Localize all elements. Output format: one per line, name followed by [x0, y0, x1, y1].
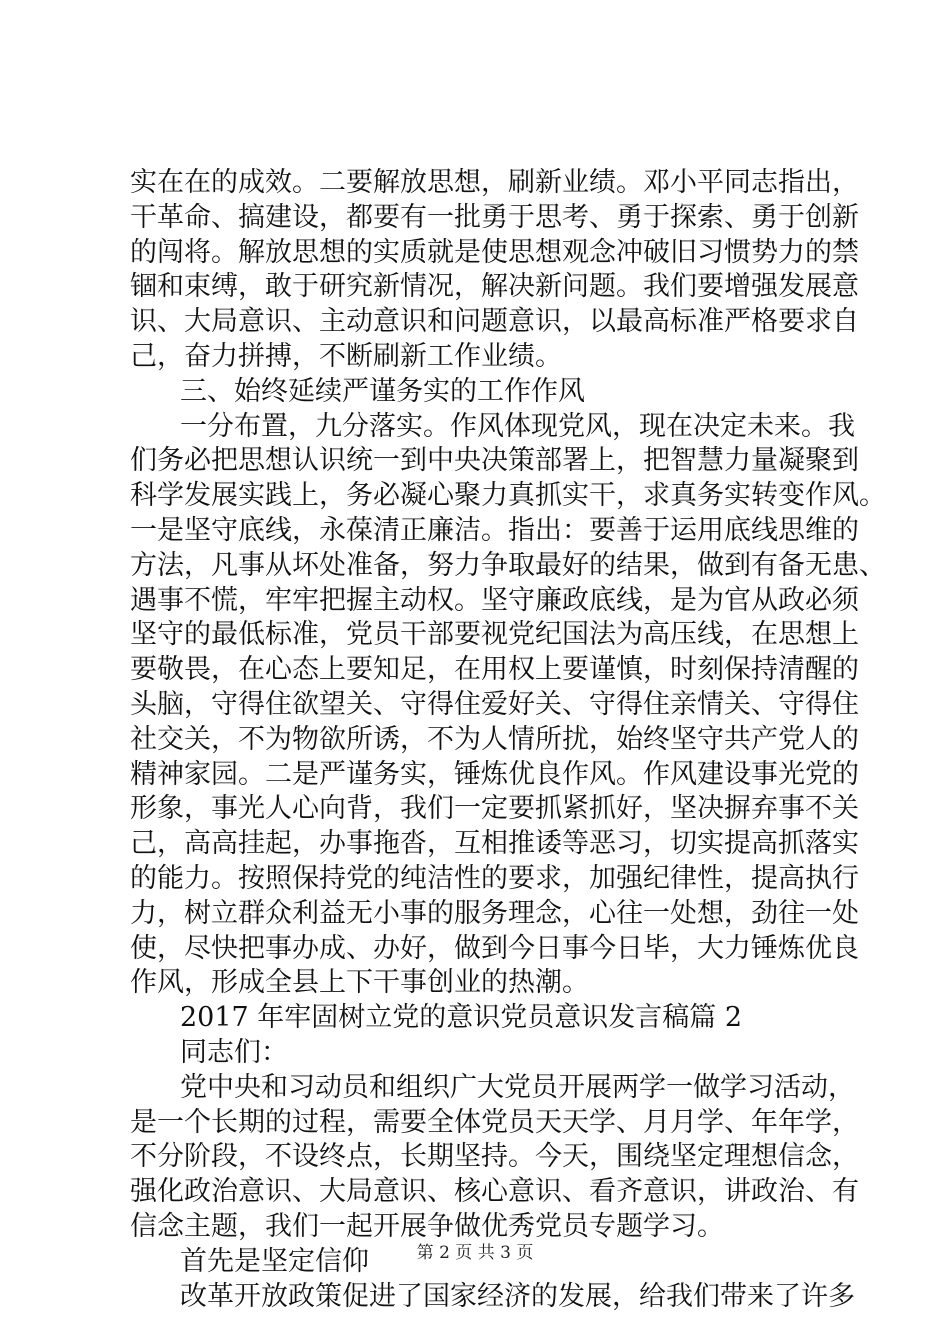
text-line: 强化政治意识、大局意识、核心意识、看齐意识，讲政治、有 [130, 1176, 859, 1208]
text-line: 党中央和习动员和组织广大党员开展两学一做学习活动， [180, 1071, 855, 1103]
text-line: 精神家园。二是严谨务实，锤炼优良作风。作风建设事光党的 [130, 758, 859, 790]
text-line: 科学发展实践上，务必凝心聚力真抓实干，求真务实转变作风。 [130, 480, 886, 512]
text-line: 不分阶段，不设终点，长期坚持。今天，围绕坚定理想信念， [130, 1141, 859, 1173]
text-line: 改革开放政策促进了国家经济的发展，给我们带来了许多 [180, 1280, 855, 1312]
text-line: 己，高高挂起，办事拖沓，互相推诿等恶习，切实提高抓落实 [130, 828, 859, 860]
text-line: 一是坚守底线，永葆清正廉洁。指出：要善于运用底线思维的 [130, 514, 859, 546]
text-line: 信念主题，我们一起开展争做优秀党员专题学习。 [130, 1210, 724, 1242]
text-line: 三、始终延续严谨务实的工作作风 [180, 375, 585, 407]
text-line: 头脑，守得住欲望关、守得住爱好关、守得住亲情关、守得住 [130, 688, 859, 720]
text-line: 的能力。按照保持党的纯洁性的要求，加强纪律性，提高执行 [130, 862, 859, 894]
text-line: 一分布置，九分落实。作风体现党风，现在决定未来。我 [180, 410, 855, 442]
text-line: 使，尽快把事办成、办好，做到今日事今日毕，大力锤炼优良 [130, 932, 859, 964]
text-line: 们务必把思想认识统一到中央决策部署上，把智慧力量凝聚到 [130, 445, 859, 477]
text-line: 遇事不慌，牢牢把握主动权。坚守廉政底线，是为官从政必须 [130, 584, 859, 616]
text-line: 实在在的成效。二要解放思想，刷新业绩。邓小平同志指出， [130, 167, 859, 198]
page-footer: 第 2 页 共 3 页 [416, 1243, 534, 1263]
text-line: 己，奋力拼搏，不断刷新工作业绩。 [130, 340, 562, 372]
text-line: 坚守的最低标准，党员干部要视党纪国法为高压线，在思想上 [130, 619, 859, 651]
text-line: 方法，凡事从坏处准备，努力争取最好的结果，做到有备无患、 [130, 549, 886, 581]
text-line: 社交关，不为物欲所诱，不为人情所扰，始终坚守共产党人的 [130, 723, 859, 755]
text-line: 形象，事光人心向背，我们一定要抓紧抓好，坚决摒弃事不关 [130, 793, 859, 825]
text-line: 力，树立群众利益无小事的服务理念，心往一处想，劲往一处 [130, 897, 859, 929]
text-line: 作风，形成全县上下干事创业的热潮。 [130, 967, 589, 999]
text-line: 干革命、搞建设，都要有一批勇于思考、勇于探索、勇于创新 [130, 201, 859, 233]
text-line: 首先是坚定信仰 [180, 1245, 369, 1277]
text-line: 识、大局意识、主动意识和问题意识，以最高标准严格要求自 [130, 306, 859, 338]
text-line: 同志们： [180, 1036, 288, 1068]
text-line: 锢和束缚，敢于研究新情况，解决新问题。我们要增强发展意 [130, 271, 859, 303]
text-line: 的闯将。解放思想的实质就是使思想观念冲破旧习惯势力的禁 [130, 236, 859, 268]
text-line: 是一个长期的过程，需要全体党员天天学、月月学、年年学， [130, 1106, 859, 1138]
text-line: 2017 年牢固树立党的意识党员意识发言稿篇 2 [180, 1002, 743, 1034]
document-body [130, 166, 886, 1314]
text-line: 要敬畏，在心态上要知足，在用权上要谨慎，时刻保持清醒的 [130, 654, 859, 686]
